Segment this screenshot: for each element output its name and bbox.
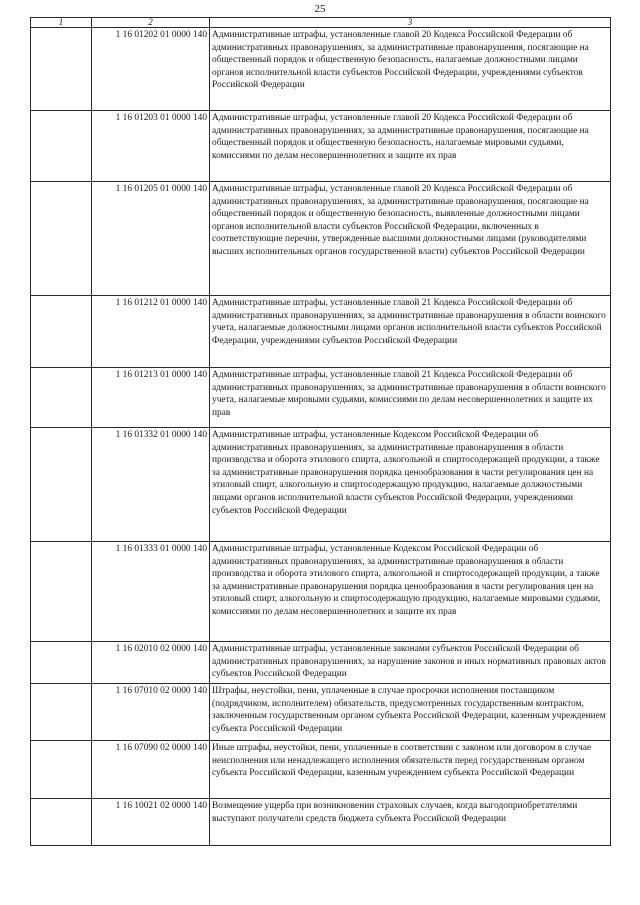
- header-row: [31, 18, 611, 28]
- column-header-1: 1: [31, 18, 92, 28]
- table-body: [31, 28, 611, 846]
- table-row: [31, 182, 611, 296]
- revenue-code: 1 16 02010 02 0000 140: [92, 642, 210, 684]
- empty-cell: [31, 741, 92, 799]
- revenue-description: Административные штрафы, установленные Кодексом Российской Федерации об административных правонарушениях, за административные правонарушения в области производства и оборота этилового спирта, алкогольной и спиртосодержащей продукции, а также за административные правонарушения порядка ценообразования в части регулирования цен на этиловый спирт, алкогольную и спиртосодержащую продукцию, налагаемые должностными лицами органов исполнительной власти субъектов Российской Федерации, учреждениями субъектов Российской Федерации: [210, 428, 611, 542]
- table-row: [31, 684, 611, 741]
- empty-cell: [31, 368, 92, 428]
- revenue-code: 1 16 01203 01 0000 140: [92, 111, 210, 182]
- empty-cell: [31, 111, 92, 182]
- revenue-description: Административные штрафы, установленные законами субъектов Российской Федерации об административных правонарушениях, за нарушение законов и иных нормативных правовых актов субъектов Российской Федерации: [210, 642, 611, 684]
- empty-cell: [31, 642, 92, 684]
- revenue-code: 1 16 01333 01 0000 140: [92, 542, 210, 642]
- column-header-2: 2: [92, 18, 210, 28]
- table-row: [31, 428, 611, 542]
- empty-cell: [31, 542, 92, 642]
- revenue-description: Штрафы, неустойки, пени, уплаченные в случае просрочки исполнения поставщиком (подрядчиком, исполнителем) обязательств, предусмотренных государственным контрактом, заключенным государственным органом субъекта Российской Федерации, казенным учреждением субъекта Российской Федерации: [210, 684, 611, 741]
- revenue-description: Иные штрафы, неустойки, пени, уплаченные в соответствии с законом или договором в случае неисполнения или ненадлежащего исполнения обязательств перед государственным органом субъекта Российской Федерации, казенным учреждением субъекта Российской Федерации: [210, 741, 611, 799]
- revenue-description: Административные штрафы, установленные главой 20 Кодекса Российской Федерации об административных правонарушениях, за административные правонарушения, посягающие на общественный порядок и общественную безопасность, налагаемые должностными лицами органов исполнительной власти субъектов Российской Федерации, учреждениями субъектов Российской Федерации: [210, 28, 611, 111]
- page-number: 25: [314, 3, 326, 15]
- revenue-description: Административные штрафы, установленные главой 21 Кодекса Российской Федерации об административных правонарушениях, за административные правонарушения в области воинского учета, налагаемые мировыми судьями, комиссиями по делам несовершеннолетних и защите их прав: [210, 368, 611, 428]
- table-row: [31, 111, 611, 182]
- revenue-code: 1 16 07090 02 0000 140: [92, 741, 210, 799]
- revenue-code: 1 16 01212 01 0000 140: [92, 296, 210, 368]
- table-header: [31, 18, 611, 28]
- table-row: [31, 642, 611, 684]
- revenue-description: Административные штрафы, установленные Кодексом Российской Федерации об административных правонарушениях, за административные правонарушения в области производства и оборота этилового спирта, алкогольной и спиртосодержащей продукции, а также за административные правонарушения порядка ценообразования в части регулирования цен на этиловый спирт, алкогольную и спиртосодержащую продукцию, налагаемые мировыми судьями, комиссиями по делам несовершеннолетних и защите их прав: [210, 542, 611, 642]
- revenue-codes-table: [30, 17, 611, 846]
- revenue-code: 1 16 01213 01 0000 140: [92, 368, 210, 428]
- table-row: [31, 28, 611, 111]
- revenue-description: Административные штрафы, установленные главой 20 Кодекса Российской Федерации об административных правонарушениях, за административные правонарушения, посягающие на общественный порядок и общественную безопасность, налагаемые мировыми судьями, комиссиями по делам несовершеннолетних и защите их прав: [210, 111, 611, 182]
- column-header-3: 3: [210, 18, 611, 28]
- table-row: [31, 741, 611, 799]
- table-row: [31, 368, 611, 428]
- empty-cell: [31, 296, 92, 368]
- revenue-description: Административные штрафы, установленные главой 21 Кодекса Российской Федерации об административных правонарушениях, за административные правонарушения в области воинского учета, налагаемые должностными лицами органов исполнительной власти субъектов Российской Федерации, учреждениями субъектов Российской Федерации: [210, 296, 611, 368]
- revenue-code: 1 16 01202 01 0000 140: [92, 28, 210, 111]
- revenue-code: 1 16 07010 02 0000 140: [92, 684, 210, 741]
- revenue-code: 1 16 10021 02 0000 140: [92, 799, 210, 846]
- revenue-description: Возмещение ущерба при возникновении страховых случаев, когда выгодоприобретателями выступают получатели средств бюджета субъекта Российской Федерации: [210, 799, 611, 846]
- table-row: [31, 542, 611, 642]
- empty-cell: [31, 182, 92, 296]
- empty-cell: [31, 684, 92, 741]
- empty-cell: [31, 428, 92, 542]
- revenue-code: 1 16 01205 01 0000 140: [92, 182, 210, 296]
- table-row: [31, 296, 611, 368]
- revenue-code: 1 16 01332 01 0000 140: [92, 428, 210, 542]
- empty-cell: [31, 799, 92, 846]
- empty-cell: [31, 28, 92, 111]
- revenue-description: Административные штрафы, установленные главой 20 Кодекса Российской Федерации об административных правонарушениях, за административные правонарушения, посягающие на общественный порядок и общественную безопасность, выявленные должностными лицами органов исполнительной власти субъектов Российской Федерации, включенных в соответствующие перечни, утвержденные высшими должностными лицами (руководителями высших исполнительных органов государственной власти) субъектов Российской Федерации: [210, 182, 611, 296]
- table-row: [31, 799, 611, 846]
